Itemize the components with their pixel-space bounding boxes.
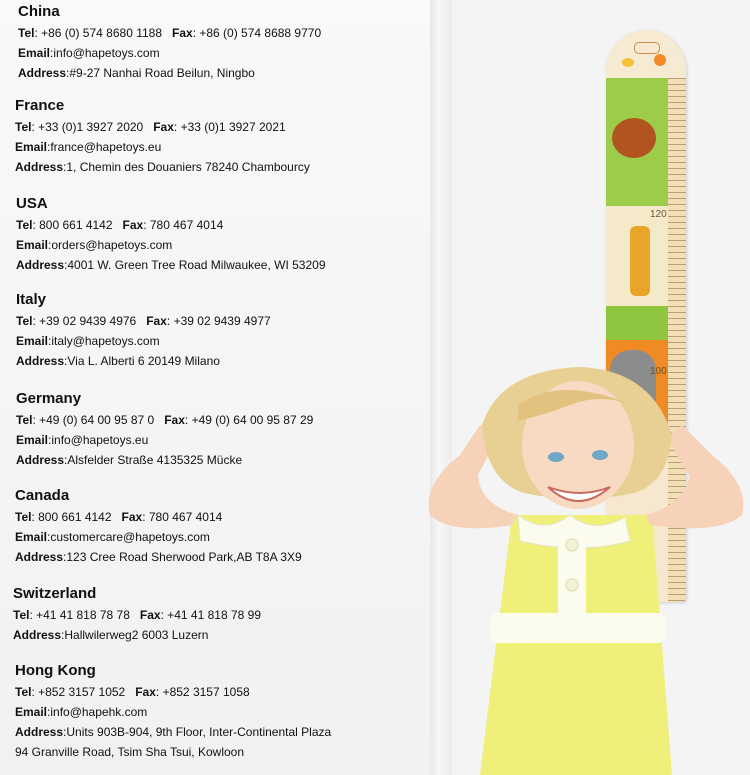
office-canada [15,487,302,567]
right-eye [592,450,608,460]
office-name: Germany [16,390,82,407]
contact-line [13,605,261,625]
field-label: Address [15,160,64,174]
field-value: :Hallwilerweg2 6003 Luzern [61,628,209,642]
left-eye [548,452,564,462]
field-label: Fax [172,26,193,40]
field-value: : +86 (0) 574 8680 1188 [34,26,162,40]
office-name: Canada [15,487,70,504]
contact-line [16,410,313,430]
field-label: Tel [15,120,32,134]
contact-line [16,311,271,331]
field-value: :info@hapetoys.com [50,46,160,60]
contact-line [16,351,271,371]
field-value: : +852 3157 1052 [31,685,126,699]
contact-line [16,235,326,255]
flower-icon [654,54,666,66]
contact-line [16,215,326,235]
bee-icon [622,58,634,67]
field-label: Email [16,334,49,348]
button-top [566,539,578,551]
field-label: Tel [16,413,33,427]
contact-line [15,682,331,702]
giraffe-band [606,206,668,306]
field-value: : +41 41 818 78 78 [29,608,130,622]
contact-line [15,742,331,762]
field-value: : +49 (0) 64 00 95 87 0 [32,413,155,427]
office-china [18,3,321,83]
field-value: :#9-27 Nanhai Road Beilun, Ningbo [66,66,255,80]
field-value: : 780 467 4014 [142,510,223,524]
field-label: Address [16,354,65,368]
field-value: : 800 661 4142 [31,510,112,524]
field-label: Tel [13,608,30,622]
field-label: Fax [135,685,156,699]
office-france [15,97,310,177]
field-value: :123 Cree Road Sherwood Park,AB T8A 3X9 [63,550,302,564]
office-name: Italy [16,291,47,308]
office-hong-kong [15,662,331,762]
contact-line [15,137,310,157]
field-label: Email [16,238,49,252]
field-label: Email [15,140,48,154]
field-label: Fax [122,218,144,232]
field-value: 94 Granville Road, Tsim Sha Tsui, Kowloon [15,745,245,759]
field-value: : +852 3157 1058 [155,685,250,699]
office-usa [16,195,326,275]
field-label: Tel [18,26,35,40]
contact-line [18,43,321,63]
field-value: :Units 903B-904, 9th Floor, Inter-Continental Plaza [63,725,332,739]
field-value: : +39 02 9439 4977 [166,314,271,328]
ruler-mark-120: 120 [650,209,667,220]
field-label: Tel [15,685,32,699]
field-label: Address [16,453,65,467]
office-germany [16,390,313,470]
field-value: :info@hapehk.com [47,705,148,719]
contact-line [13,625,261,645]
field-label: Fax [153,120,174,134]
contact-line [15,527,302,547]
contact-line [18,63,321,83]
contact-line [15,507,302,527]
field-label: Address [18,66,67,80]
field-value: : 800 661 4142 [32,218,113,232]
grass-band [606,306,668,340]
contact-line [16,255,326,275]
hape-logo-icon [634,42,660,54]
field-label: Email [15,705,48,719]
field-value: :info@hapetoys.eu [48,433,149,447]
field-value: : +39 02 9439 4976 [32,314,137,328]
contact-line [16,430,313,450]
contact-line [15,702,331,722]
field-value: : 780 467 4014 [143,218,224,232]
field-value: : +41 41 818 78 99 [160,608,262,622]
office-italy [16,291,271,371]
field-value: : +33 (0)1 3927 2020 [31,120,144,134]
field-label: Fax [146,314,167,328]
field-value: : +86 (0) 574 8688 9770 [192,26,322,40]
contact-line [15,722,331,742]
contact-line [18,23,321,43]
button-mid [566,579,578,591]
contact-line [16,450,313,470]
field-value: :Via L. Alberti 6 20149 Milano [64,354,220,368]
office-name: China [18,3,60,20]
girl-photo [420,365,750,775]
field-label: Email [15,530,48,544]
field-value: :orders@hapetoys.com [48,238,173,252]
field-value: :france@hapetoys.eu [47,140,162,154]
field-value: :1, Chemin des Douaniers 78240 Chambourcy [63,160,310,174]
monkey-icon [612,118,656,158]
lace-waist [490,613,666,643]
field-label: Tel [15,510,32,524]
field-label: Address [15,550,64,564]
field-label: Fax [121,510,143,524]
field-label: Tel [16,314,33,328]
contact-line [15,117,310,137]
field-label: Email [18,46,51,60]
office-name: USA [16,195,48,212]
contact-line [15,157,310,177]
field-value: :italy@hapetoys.com [48,334,160,348]
office-name: France [15,97,65,114]
field-label: Fax [164,413,185,427]
field-label: Fax [139,608,161,622]
office-name: Hong Kong [15,662,96,679]
field-value: :4001 W. Green Tree Road Milwaukee, WI 53209 [64,258,326,272]
field-label: Address [13,628,62,642]
office-name: Switzerland [13,585,97,602]
field-label: Tel [16,218,33,232]
giraffe-icon [630,226,650,296]
contact-line [16,331,271,351]
field-value: : +33 (0)1 3927 2021 [173,120,286,134]
field-label: Email [16,433,49,447]
contact-line [15,547,302,567]
field-value: :Alsfelder Straße 4135325 Mücke [64,453,243,467]
office-switzerland [13,585,261,645]
field-label: Address [15,725,64,739]
field-label: Address [16,258,65,272]
monkey-band [606,78,668,206]
field-value: : +49 (0) 64 00 95 87 29 [184,413,314,427]
ruler-mark-100: 100 [650,366,667,377]
field-value: :customercare@hapetoys.com [47,530,210,544]
growth-chart-top [606,30,686,78]
